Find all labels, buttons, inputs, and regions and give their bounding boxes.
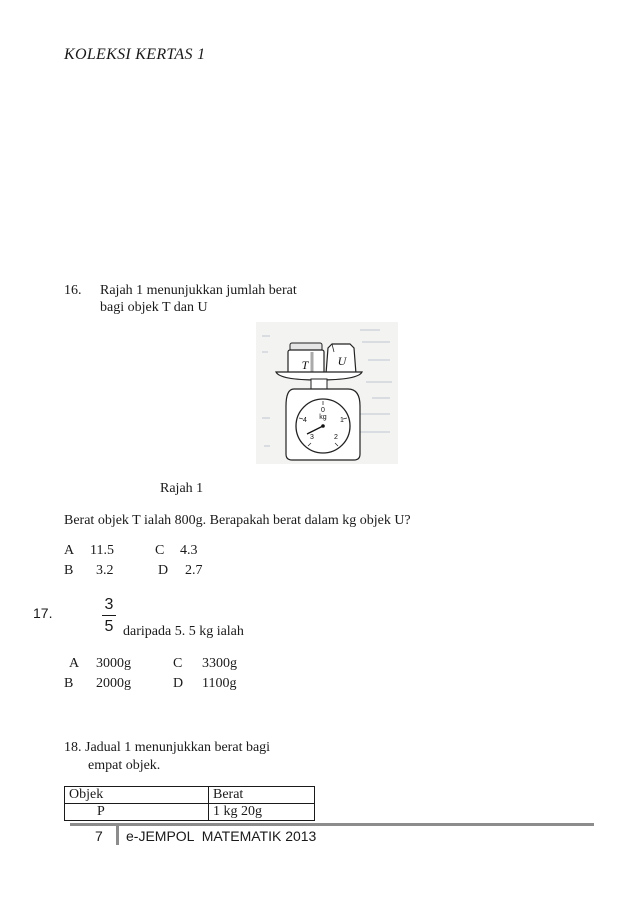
- q17-option-c-letter: C: [173, 656, 183, 671]
- q17-option-b-letter: B: [64, 676, 74, 691]
- dial-number-0: 0: [321, 407, 325, 414]
- q16-option-c-value: 4.3: [180, 543, 198, 558]
- q18-text-line2: empat objek.: [88, 758, 161, 773]
- q16-text-line2: bagi objek T dan U: [100, 300, 208, 315]
- weighing-scale-figure: [256, 322, 398, 464]
- q16-number: 16.: [64, 283, 82, 298]
- q16-option-a-letter: A: [64, 543, 75, 558]
- label-u: U: [337, 354, 347, 368]
- footer-page-number: 7: [95, 828, 103, 844]
- q17-fraction-bar: [102, 615, 116, 616]
- q16-option-a-value: 11.5: [90, 543, 114, 558]
- footer-separator: [116, 825, 119, 845]
- table-header-berat: Berat: [209, 787, 315, 804]
- table-cell-object: P: [65, 804, 209, 821]
- q16-question: Berat objek T ialah 800g. Berapakah berat dalam kg objek U?: [64, 513, 411, 528]
- dial-number-1: 1: [340, 417, 344, 424]
- q16-text-line1: Rajah 1 menunjukkan jumlah berat: [100, 283, 297, 298]
- footer-title: e-JEMPOL MATEMATIK 2013: [126, 828, 317, 844]
- dial-pivot: [321, 424, 325, 428]
- q16-option-d-value: 2.7: [185, 563, 203, 578]
- page-header-title: KOLEKSI KERTAS 1: [64, 46, 206, 63]
- q17-fraction-numerator: 3: [104, 596, 114, 613]
- q17-option-d-value: 1100g: [202, 676, 237, 691]
- q17-text: daripada 5. 5 kg ialah: [123, 624, 244, 639]
- label-t: T: [301, 358, 309, 372]
- q17-option-a-letter: A: [69, 656, 80, 671]
- table-header-row: [65, 787, 315, 804]
- q17-fraction-denominator: 5: [104, 618, 114, 635]
- q17-option-c-value: 3300g: [202, 656, 237, 671]
- dial-unit-kg: kg: [319, 414, 327, 421]
- q18-text-line1: 18. Jadual 1 menunjukkan berat bagi: [64, 740, 271, 755]
- footer-divider-line: [70, 823, 594, 826]
- q17-option-d-letter: D: [173, 676, 184, 691]
- table-header-objek: Objek: [65, 787, 209, 804]
- q16-option-d-letter: D: [158, 563, 169, 578]
- table-row: [65, 804, 315, 821]
- q17-fraction: [102, 596, 116, 636]
- q16-option-c-letter: C: [155, 543, 165, 558]
- q17-number: 17.: [33, 605, 53, 621]
- table-cell-weight: 1 kg 20g: [209, 804, 315, 821]
- weights-table: [64, 786, 315, 821]
- q16-option-b-letter: B: [64, 563, 74, 578]
- dial-number-2: 2: [334, 434, 338, 441]
- figure-caption: Rajah 1: [160, 481, 204, 496]
- q16-option-b-value: 3.2: [96, 563, 114, 578]
- dial-number-4: 4: [303, 417, 307, 424]
- q17-option-b-value: 2000g: [96, 676, 131, 691]
- q17-option-a-value: 3000g: [96, 656, 131, 671]
- dial-number-3: 3: [310, 434, 314, 441]
- scale-stem: [311, 379, 327, 389]
